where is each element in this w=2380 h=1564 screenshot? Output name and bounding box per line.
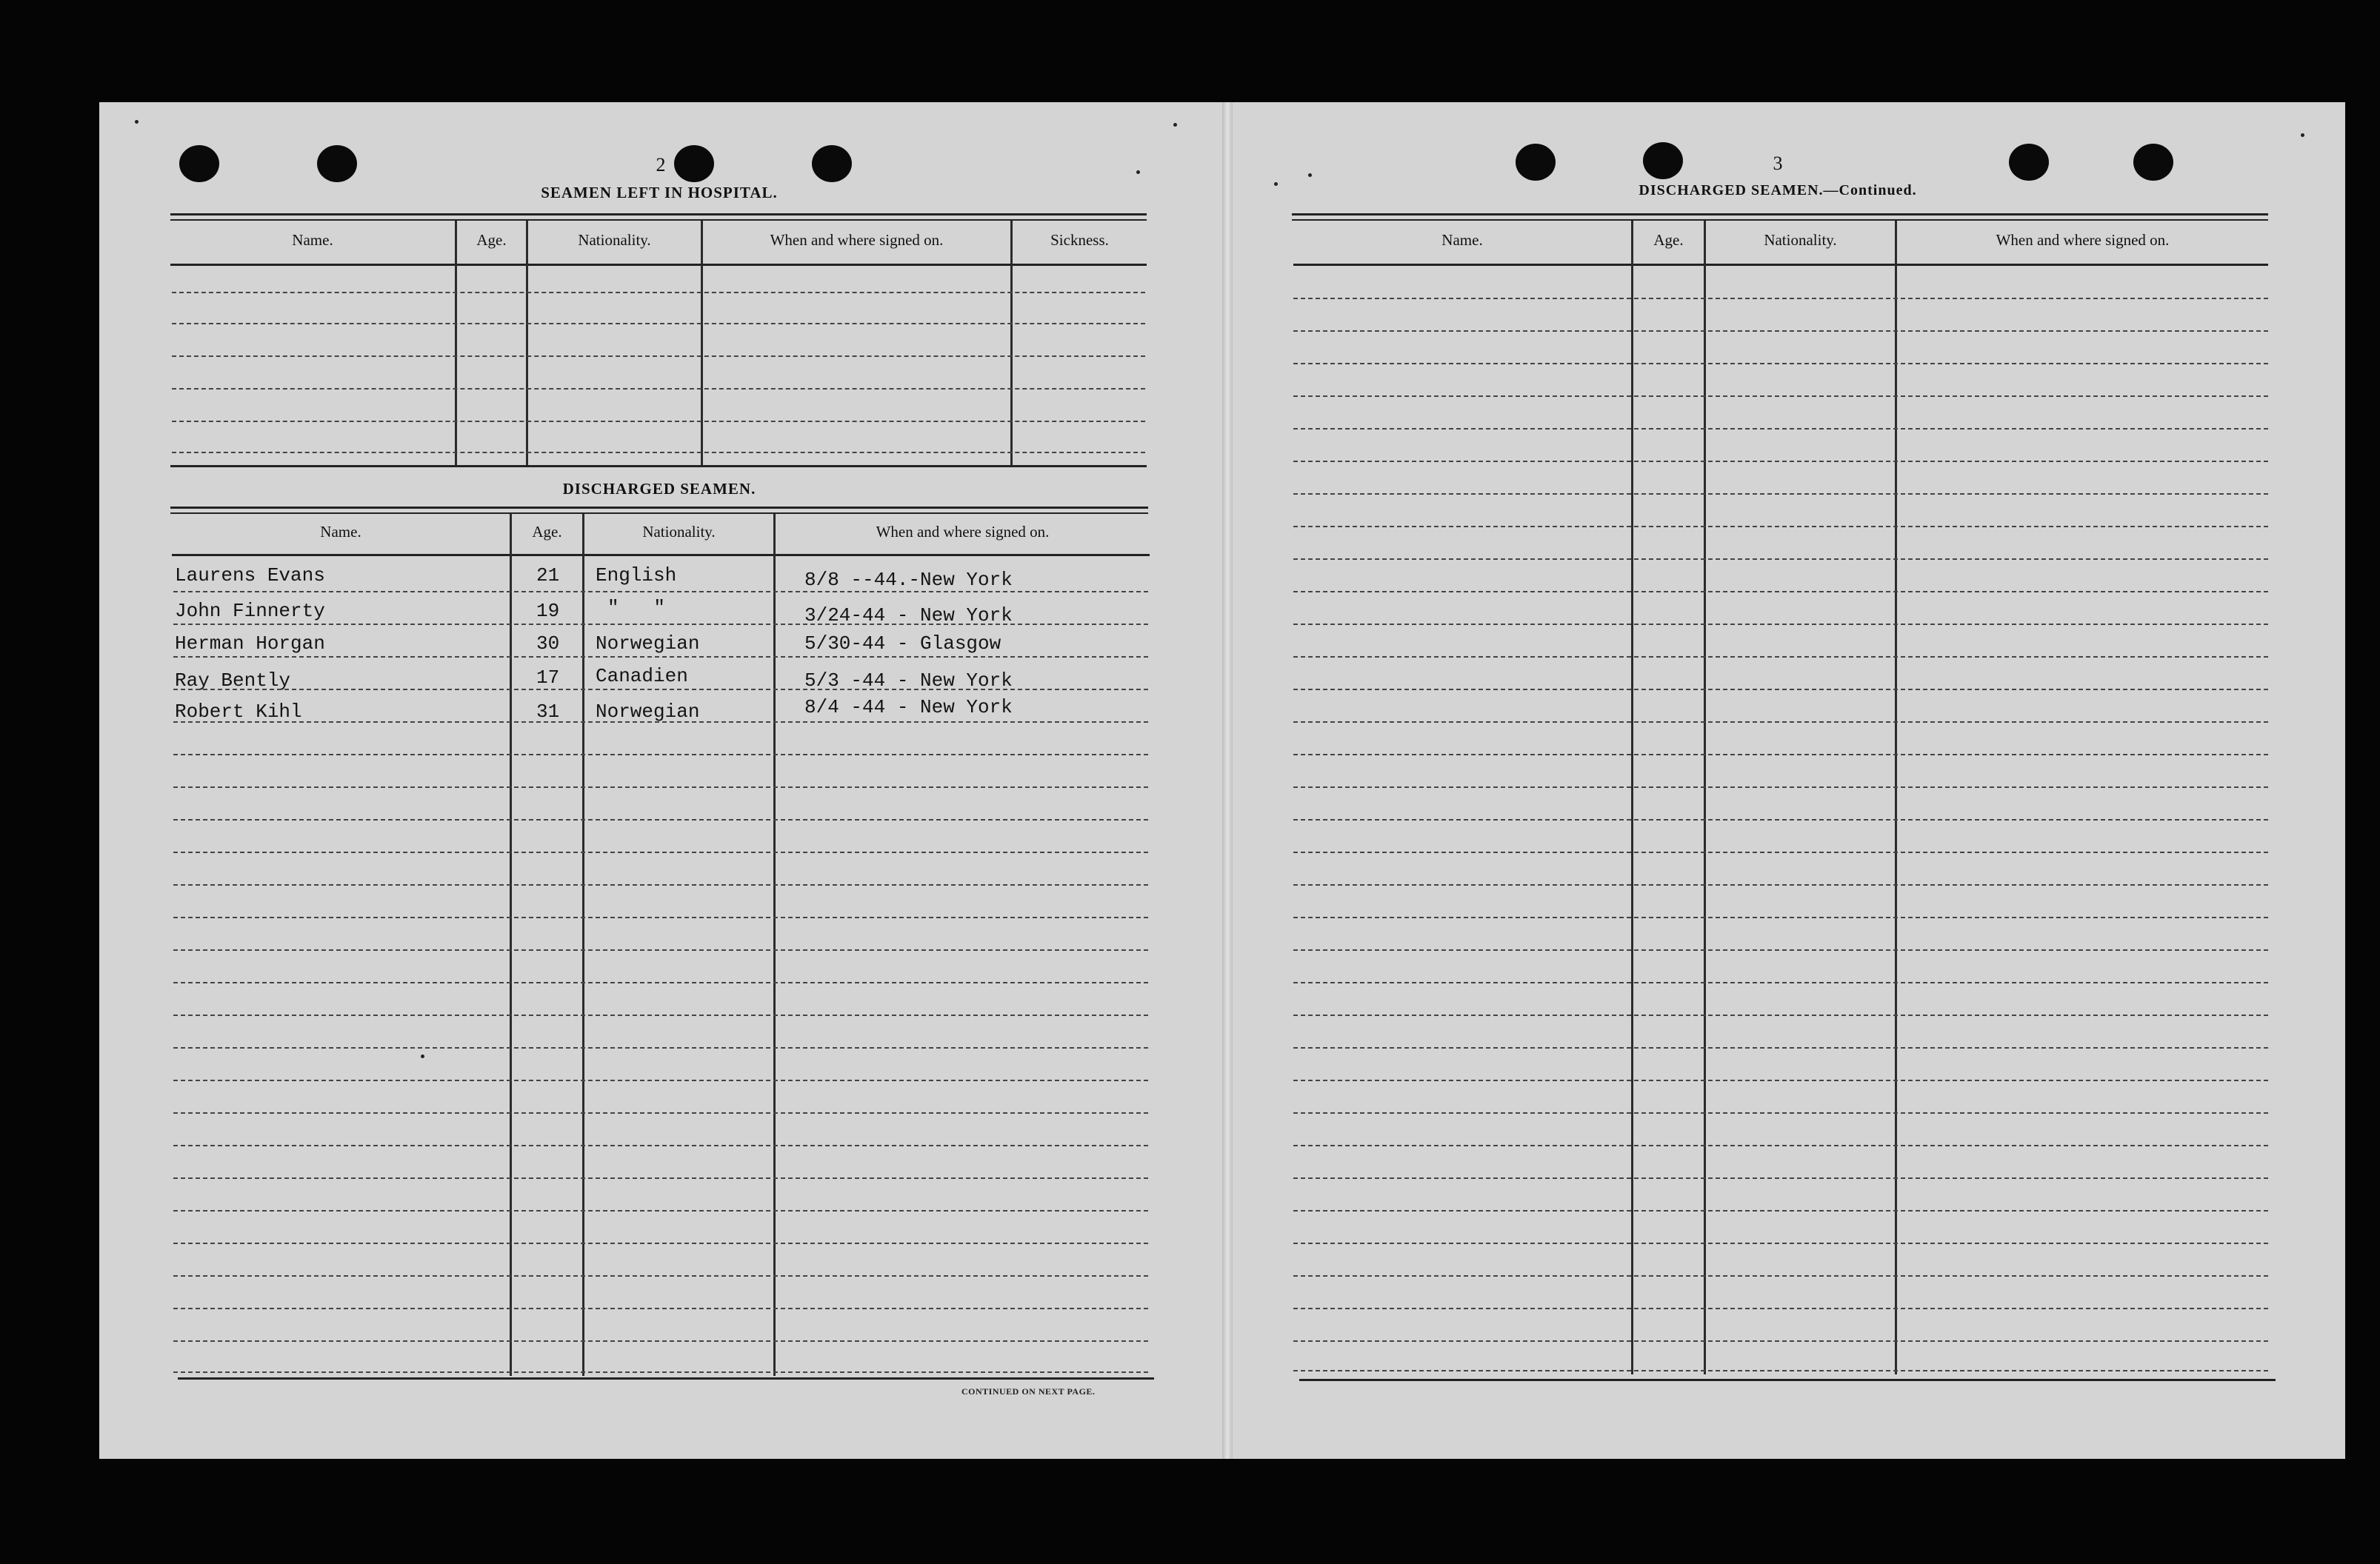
hospital-dotted-line bbox=[172, 323, 1145, 324]
seaman-signed-on: 5/3 -44 - New York bbox=[804, 669, 1013, 692]
discharged-dotted-line bbox=[173, 1112, 1148, 1114]
speck bbox=[135, 120, 139, 124]
hospital-col-name: Name. bbox=[292, 231, 333, 249]
seaman-name: Laurens Evans bbox=[175, 564, 325, 586]
discharged-dotted-line bbox=[173, 1177, 1148, 1179]
continued-dotted-line bbox=[1293, 526, 2268, 527]
hospital-col-signed-on: When and where signed on. bbox=[770, 231, 944, 249]
seaman-nationality: Norwegian bbox=[596, 701, 700, 723]
discharged-col-divider bbox=[582, 514, 584, 1376]
continued-header-rule bbox=[1293, 264, 2268, 266]
continued-col-name: Name. bbox=[1441, 231, 1483, 249]
seaman-signed-on: 8/4 -44 - New York bbox=[804, 696, 1013, 718]
hospital-col-sickness: Sickness. bbox=[1050, 231, 1109, 249]
continued-dotted-line bbox=[1293, 884, 2268, 886]
discharged-dotted-line bbox=[173, 1210, 1148, 1212]
discharged-dotted-line bbox=[173, 1243, 1148, 1244]
continued-dotted-line bbox=[1293, 1210, 2268, 1212]
seaman-name: Robert Kihl bbox=[175, 701, 302, 723]
discharged-col-divider bbox=[773, 514, 776, 1376]
discharged-bottom-rule bbox=[178, 1377, 1154, 1380]
hospital-col-divider bbox=[1010, 221, 1013, 465]
seaman-nationality: English bbox=[596, 564, 677, 586]
hospital-dotted-line bbox=[172, 292, 1145, 293]
discharged-dotted-line bbox=[173, 624, 1148, 625]
continued-dotted-line bbox=[1293, 1370, 2268, 1371]
discharged-col-nationality: Nationality. bbox=[642, 523, 716, 541]
continued-dotted-line bbox=[1293, 461, 2268, 462]
continued-dotted-line bbox=[1293, 1015, 2268, 1016]
speck bbox=[1136, 170, 1140, 174]
hospital-dotted-line bbox=[172, 421, 1145, 422]
seaman-age: 30 bbox=[536, 632, 560, 655]
discharged-dotted-line bbox=[173, 1340, 1148, 1342]
continued-bottom-rule bbox=[1299, 1379, 2276, 1381]
continued-dotted-line bbox=[1293, 1145, 2268, 1146]
discharged-dotted-line bbox=[173, 852, 1148, 853]
continued-dotted-line bbox=[1293, 298, 2268, 299]
continued-note: CONTINUED ON NEXT PAGE. bbox=[961, 1386, 1096, 1397]
continued-dotted-line bbox=[1293, 428, 2268, 430]
continued-dotted-line bbox=[1293, 656, 2268, 658]
discharged-dotted-line bbox=[173, 754, 1148, 755]
discharged-dotted-line bbox=[173, 1308, 1148, 1309]
continued-dotted-line bbox=[1293, 1340, 2268, 1342]
discharged-dotted-line bbox=[173, 1047, 1148, 1049]
punch-hole bbox=[1643, 142, 1683, 179]
continued-dotted-line bbox=[1293, 1243, 2268, 1244]
seaman-name: John Finnerty bbox=[175, 600, 325, 622]
continued-dotted-line bbox=[1293, 363, 2268, 364]
hospital-bottom-rule bbox=[170, 465, 1147, 467]
seaman-signed-on: 8/8 --44.-New York bbox=[804, 569, 1013, 591]
page-number: 2 bbox=[656, 154, 666, 176]
speck bbox=[1173, 123, 1177, 127]
page-number: 3 bbox=[1773, 153, 1783, 174]
continued-top-rule bbox=[1292, 213, 2268, 215]
discharged-dotted-line bbox=[173, 1371, 1148, 1373]
continued-dotted-line bbox=[1293, 558, 2268, 560]
discharged-dotted-line bbox=[173, 1145, 1148, 1146]
hospital-top-rule-2 bbox=[170, 219, 1147, 221]
punch-hole bbox=[2133, 144, 2173, 181]
speck bbox=[1308, 173, 1312, 177]
continued-col-signed-on: When and where signed on. bbox=[1996, 231, 2170, 249]
hospital-col-divider bbox=[701, 221, 703, 465]
continued-col-divider bbox=[1895, 221, 1897, 1374]
discharged-col-divider bbox=[510, 514, 512, 1376]
left-page bbox=[99, 102, 1225, 1459]
discharged-dotted-line bbox=[173, 917, 1148, 918]
continued-dotted-line bbox=[1293, 624, 2268, 625]
hospital-section-title: SEAMEN LEFT IN HOSPITAL. bbox=[541, 184, 778, 201]
hospital-col-age: Age. bbox=[476, 231, 507, 249]
continued-dotted-line bbox=[1293, 493, 2268, 495]
hospital-dotted-line bbox=[172, 452, 1145, 453]
continued-dotted-line bbox=[1293, 1080, 2268, 1081]
punch-hole bbox=[317, 145, 357, 182]
discharged-col-signed-on: When and where signed on. bbox=[876, 523, 1050, 541]
continued-dotted-line bbox=[1293, 982, 2268, 983]
punch-hole bbox=[1516, 144, 1556, 181]
punch-hole bbox=[179, 145, 219, 182]
discharged-dotted-line bbox=[173, 949, 1148, 951]
continued-top-rule-2 bbox=[1292, 219, 2268, 221]
discharged-dotted-line bbox=[173, 656, 1148, 658]
continued-dotted-line bbox=[1293, 1047, 2268, 1049]
seaman-age: 31 bbox=[536, 701, 560, 723]
continued-dotted-line bbox=[1293, 395, 2268, 397]
punch-hole bbox=[812, 145, 852, 182]
hospital-col-nationality: Nationality. bbox=[578, 231, 651, 249]
continued-dotted-line bbox=[1293, 1308, 2268, 1309]
speck bbox=[1274, 182, 1278, 186]
discharged-top-rule bbox=[170, 507, 1148, 509]
discharged-col-name: Name. bbox=[320, 523, 361, 541]
punch-hole bbox=[2009, 144, 2049, 181]
continued-dotted-line bbox=[1293, 917, 2268, 918]
discharged-dotted-line bbox=[173, 982, 1148, 983]
seaman-age: 17 bbox=[536, 666, 560, 689]
discharged-dotted-line bbox=[173, 884, 1148, 886]
continued-section-title: DISCHARGED SEAMEN.—Continued. bbox=[1639, 182, 1917, 198]
hospital-dotted-line bbox=[172, 355, 1145, 357]
discharged-col-age: Age. bbox=[532, 523, 562, 541]
discharged-top-rule-2 bbox=[170, 512, 1148, 514]
speck bbox=[421, 1055, 424, 1058]
seaman-name: Ray Bently bbox=[175, 669, 291, 692]
seaman-nationality: Norwegian bbox=[596, 632, 700, 655]
discharged-dotted-line bbox=[173, 689, 1148, 690]
seaman-age: 19 bbox=[536, 600, 560, 622]
hospital-dotted-line bbox=[172, 388, 1145, 390]
discharged-dotted-line bbox=[173, 1275, 1148, 1277]
hospital-col-divider bbox=[455, 221, 457, 465]
continued-dotted-line bbox=[1293, 330, 2268, 332]
right-page bbox=[1228, 102, 2345, 1459]
continued-dotted-line bbox=[1293, 1275, 2268, 1277]
seaman-name: Herman Horgan bbox=[175, 632, 325, 655]
seaman-signed-on: 3/24-44 - New York bbox=[804, 604, 1013, 626]
page-fold bbox=[1222, 102, 1233, 1459]
continued-dotted-line bbox=[1293, 949, 2268, 951]
discharged-dotted-line bbox=[173, 1080, 1148, 1081]
continued-dotted-line bbox=[1293, 689, 2268, 690]
seaman-nationality: Canadien bbox=[596, 665, 688, 687]
seaman-age: 21 bbox=[536, 564, 560, 586]
continued-dotted-line bbox=[1293, 721, 2268, 723]
discharged-dotted-line bbox=[173, 1015, 1148, 1016]
seaman-nationality: " " bbox=[607, 597, 666, 619]
continued-dotted-line bbox=[1293, 786, 2268, 788]
continued-col-divider bbox=[1704, 221, 1706, 1374]
continued-dotted-line bbox=[1293, 852, 2268, 853]
discharged-section-title: DISCHARGED SEAMEN. bbox=[562, 480, 756, 498]
seaman-signed-on: 5/30-44 - Glasgow bbox=[804, 632, 1001, 655]
discharged-dotted-line bbox=[173, 786, 1148, 788]
hospital-col-divider bbox=[526, 221, 528, 465]
discharged-dotted-line bbox=[173, 819, 1148, 821]
discharged-dotted-line bbox=[173, 591, 1148, 592]
discharged-header-rule bbox=[172, 554, 1150, 556]
hospital-top-rule bbox=[170, 213, 1147, 215]
continued-dotted-line bbox=[1293, 591, 2268, 592]
discharged-dotted-line bbox=[173, 721, 1148, 723]
continued-col-nationality: Nationality. bbox=[1764, 231, 1837, 249]
speck bbox=[2301, 133, 2304, 137]
continued-dotted-line bbox=[1293, 819, 2268, 821]
continued-col-age: Age. bbox=[1653, 231, 1684, 249]
continued-dotted-line bbox=[1293, 754, 2268, 755]
hospital-header-rule bbox=[170, 264, 1147, 266]
continued-col-divider bbox=[1631, 221, 1633, 1374]
continued-dotted-line bbox=[1293, 1112, 2268, 1114]
continued-dotted-line bbox=[1293, 1177, 2268, 1179]
